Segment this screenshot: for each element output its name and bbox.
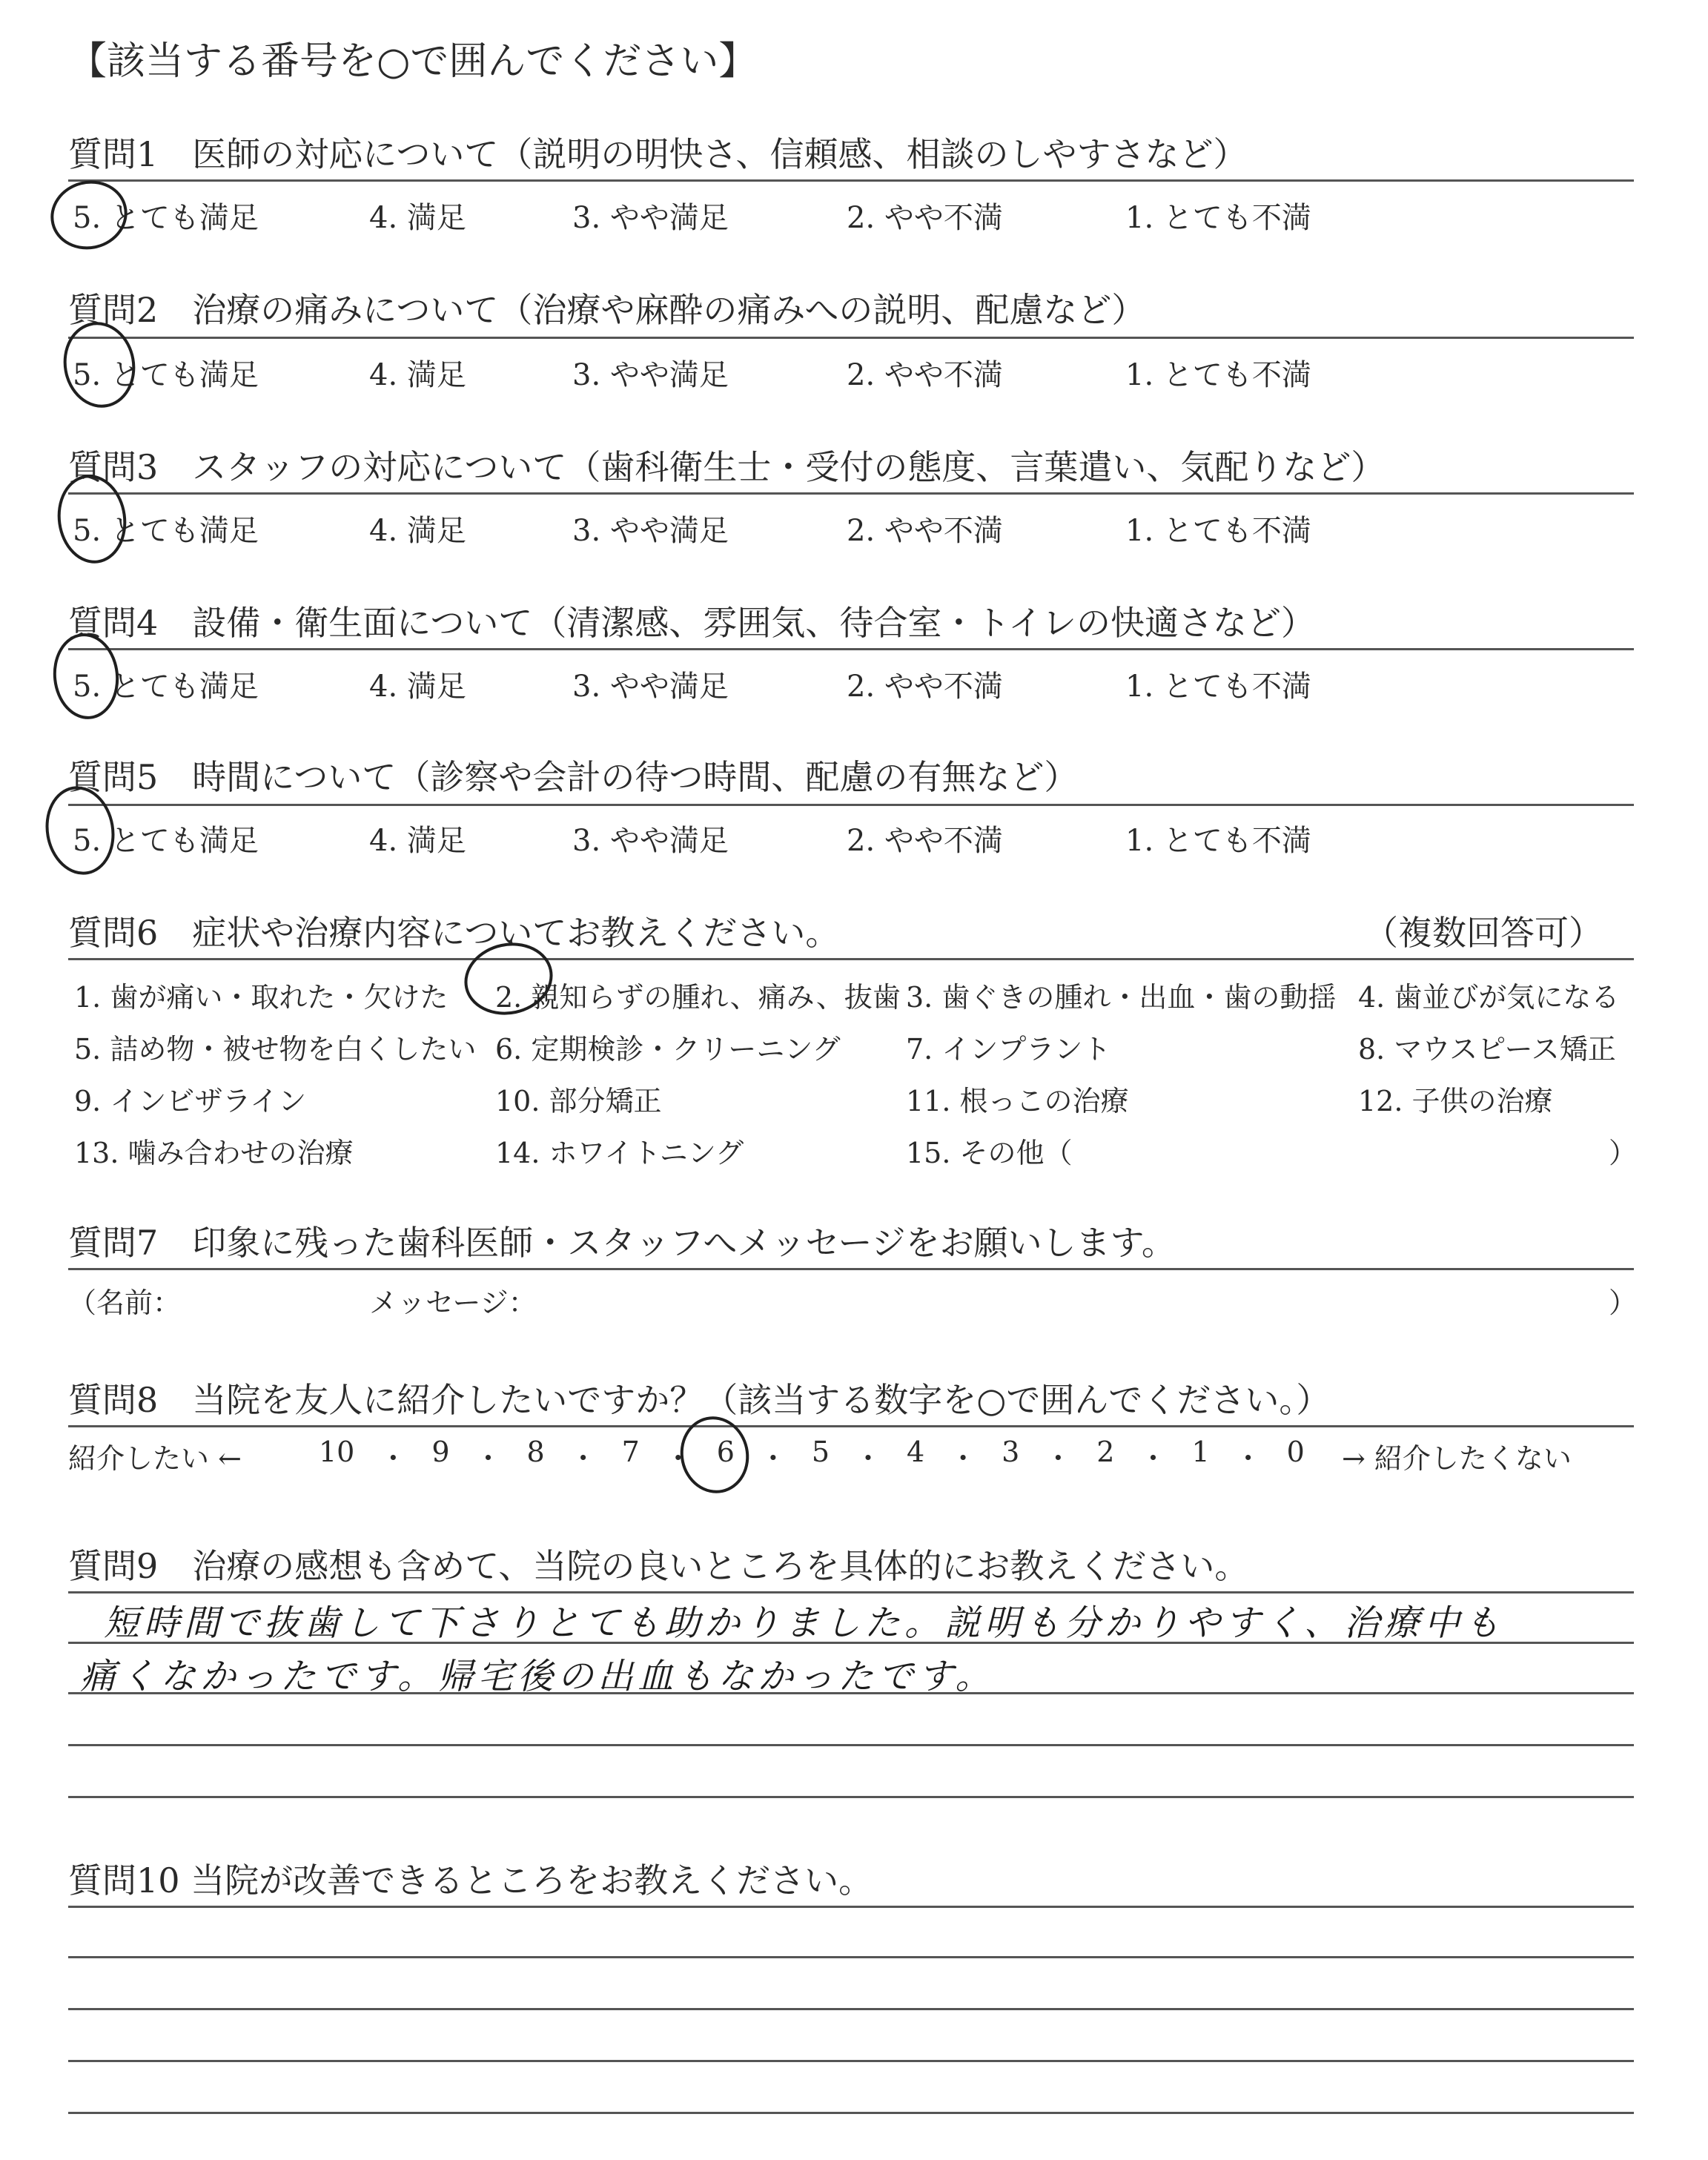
- message-close-paren: ）: [1609, 1287, 1638, 1319]
- rating-option-4[interactable]: 4. 満足: [369, 358, 466, 392]
- symptom-option[interactable]: 3. 歯ぐきの腫れ・出血・歯の動揺: [906, 981, 1337, 1014]
- symptom-option[interactable]: 4. 歯並びが気になる: [1358, 981, 1620, 1014]
- question-2-title: 質問2 治療の痛みについて（治療や麻酔の痛みへの説明、配慮など）: [68, 290, 1146, 330]
- rating-option-1[interactable]: 1. とても不満: [1125, 824, 1311, 858]
- question-9-title: 質問9 治療の感想も含めて、当院の良いところを具体的にお教えください。: [68, 1546, 1249, 1586]
- rating-option-1[interactable]: 1. とても不満: [1125, 514, 1311, 548]
- scale-separator: ・: [474, 1442, 503, 1475]
- selected-circle-q3: [53, 472, 130, 566]
- selected-circle-q6: [460, 937, 558, 1021]
- rating-option-5[interactable]: 5. とても満足: [73, 514, 259, 548]
- selected-circle-q8: [675, 1412, 755, 1498]
- rating-option-4[interactable]: 4. 満足: [369, 514, 466, 548]
- symptom-option[interactable]: 5. 詰め物・被せ物を白くしたい: [74, 1033, 477, 1066]
- rating-option-2[interactable]: 2. やや不満: [847, 824, 1003, 858]
- symptom-option[interactable]: 11. 根っこの治療: [906, 1085, 1129, 1117]
- rating-option-4[interactable]: 4. 満足: [369, 670, 466, 704]
- rating-option-4[interactable]: 4. 満足: [369, 824, 466, 858]
- instruction-heading: 【該当する番号を○で囲んでください】: [68, 39, 758, 84]
- symptom-option[interactable]: 14. ホワイトニング: [495, 1137, 744, 1169]
- scale-value[interactable]: 9: [431, 1436, 450, 1468]
- symptom-option[interactable]: 13. 噛み合わせの治療: [74, 1137, 354, 1169]
- rating-option-4[interactable]: 4. 満足: [369, 201, 466, 235]
- selected-circle-q4: [50, 632, 121, 721]
- question-1-title: 質問1 医師の対応について（説明の明快さ、信頼感、相談のしやすさなど）: [68, 134, 1248, 174]
- scale-separator: ・: [1044, 1442, 1073, 1475]
- scale-value[interactable]: 6: [716, 1436, 735, 1468]
- question-8-title: 質問8 当院を友人に紹介したいですか？（該当する数字を○で囲んでください。）: [68, 1380, 1331, 1420]
- rating-option-5[interactable]: 5. とても満足: [73, 358, 259, 392]
- recommend-left-label: 紹介したい ←: [68, 1442, 242, 1475]
- scale-value[interactable]: 5: [811, 1436, 830, 1468]
- scale-separator: ・: [758, 1442, 787, 1475]
- rating-option-3[interactable]: 3. やや満足: [572, 514, 729, 548]
- scale-separator: ・: [663, 1442, 692, 1475]
- selected-circle-q1: [45, 174, 133, 256]
- symptom-option[interactable]: 2. 親知らずの腫れ、痛み、抜歯: [495, 981, 901, 1014]
- scale-value[interactable]: 10: [319, 1436, 355, 1468]
- symptom-option[interactable]: 6. 定期検診・クリーニング: [495, 1033, 841, 1066]
- symptom-option[interactable]: 7. インプラント: [906, 1033, 1111, 1066]
- rating-option-2[interactable]: 2. やや不満: [847, 514, 1003, 548]
- symptom-option[interactable]: 10. 部分矯正: [495, 1085, 662, 1117]
- scale-separator: ・: [949, 1442, 978, 1475]
- scale-value[interactable]: 1: [1191, 1436, 1210, 1468]
- scale-separator: ・: [854, 1442, 883, 1475]
- scale-value[interactable]: 3: [1002, 1436, 1020, 1468]
- rating-option-1[interactable]: 1. とても不満: [1125, 201, 1311, 235]
- symptom-option[interactable]: 8. マウスピース矯正: [1358, 1033, 1616, 1066]
- question-6-note: （複数回答可）: [1364, 913, 1603, 953]
- rating-option-5[interactable]: 5. とても満足: [73, 201, 259, 235]
- rating-option-3[interactable]: 3. やや満足: [572, 670, 729, 704]
- symptom-option[interactable]: 1. 歯が痛い・取れた・欠けた: [74, 981, 448, 1014]
- rating-option-1[interactable]: 1. とても不満: [1125, 670, 1311, 704]
- rating-option-5[interactable]: 5. とても満足: [73, 670, 259, 704]
- rating-option-3[interactable]: 3. やや満足: [572, 824, 729, 858]
- scale-value[interactable]: 8: [526, 1436, 545, 1468]
- question-4-title: 質問4 設備・衛生面について（清潔感、雰囲気、待合室・トイレの快適さなど）: [68, 603, 1316, 643]
- handwritten-answer-line-2[interactable]: 痛くなかったです。帰宅後の出血もなかったです。: [80, 1656, 996, 1697]
- question-7-title: 質問7 印象に残った歯科医師・スタッフへメッセージをお願いします。: [68, 1223, 1176, 1263]
- scale-separator: ・: [1234, 1442, 1262, 1475]
- recommend-right-label: → 紹介したくない: [1342, 1442, 1572, 1475]
- scale-separator: ・: [379, 1442, 408, 1475]
- rating-option-2[interactable]: 2. やや不満: [847, 358, 1003, 392]
- rating-option-1[interactable]: 1. とても不満: [1125, 358, 1311, 392]
- symptom-option[interactable]: 9. インビザライン: [74, 1085, 307, 1117]
- question-3-title: 質問3 スタッフの対応について（歯科衛生士・受付の態度、言葉遣い、気配りなど）: [68, 447, 1386, 487]
- question-6-title: 質問6 症状や治療内容についてお教えください。: [68, 913, 840, 953]
- selected-circle-q2: [59, 318, 140, 412]
- rating-option-3[interactable]: 3. やや満足: [572, 201, 729, 235]
- message-field-label[interactable]: メッセージ：: [369, 1287, 537, 1319]
- question-5-title: 質問5 時間について（診察や会計の待つ時間、配慮の有無など）: [68, 757, 1079, 797]
- scale-value[interactable]: 2: [1096, 1436, 1115, 1468]
- name-field-label[interactable]: （名前：: [68, 1287, 182, 1319]
- scale-value[interactable]: 7: [621, 1436, 640, 1468]
- handwritten-answer-line-1[interactable]: 短時間で抜歯して下さりとても助かりました。説明も分かりやすく、治療中も: [104, 1602, 1505, 1644]
- question-10-title: 質問10 当院が改善できるところをお教えください。: [68, 1860, 873, 1900]
- scale-value[interactable]: 0: [1286, 1436, 1305, 1468]
- rating-option-2[interactable]: 2. やや不満: [847, 670, 1003, 704]
- selected-circle-q5: [41, 782, 120, 879]
- other-close-paren: ）: [1609, 1137, 1638, 1169]
- rating-option-5[interactable]: 5. とても満足: [73, 824, 259, 858]
- symptom-option[interactable]: 12. 子供の治療: [1358, 1085, 1553, 1117]
- rating-option-2[interactable]: 2. やや不満: [847, 201, 1003, 235]
- scale-separator: ・: [1139, 1442, 1168, 1475]
- scale-separator: ・: [569, 1442, 598, 1475]
- rating-option-3[interactable]: 3. やや満足: [572, 358, 729, 392]
- symptom-option[interactable]: 15. その他（: [906, 1137, 1073, 1169]
- scale-value[interactable]: 4: [907, 1436, 925, 1468]
